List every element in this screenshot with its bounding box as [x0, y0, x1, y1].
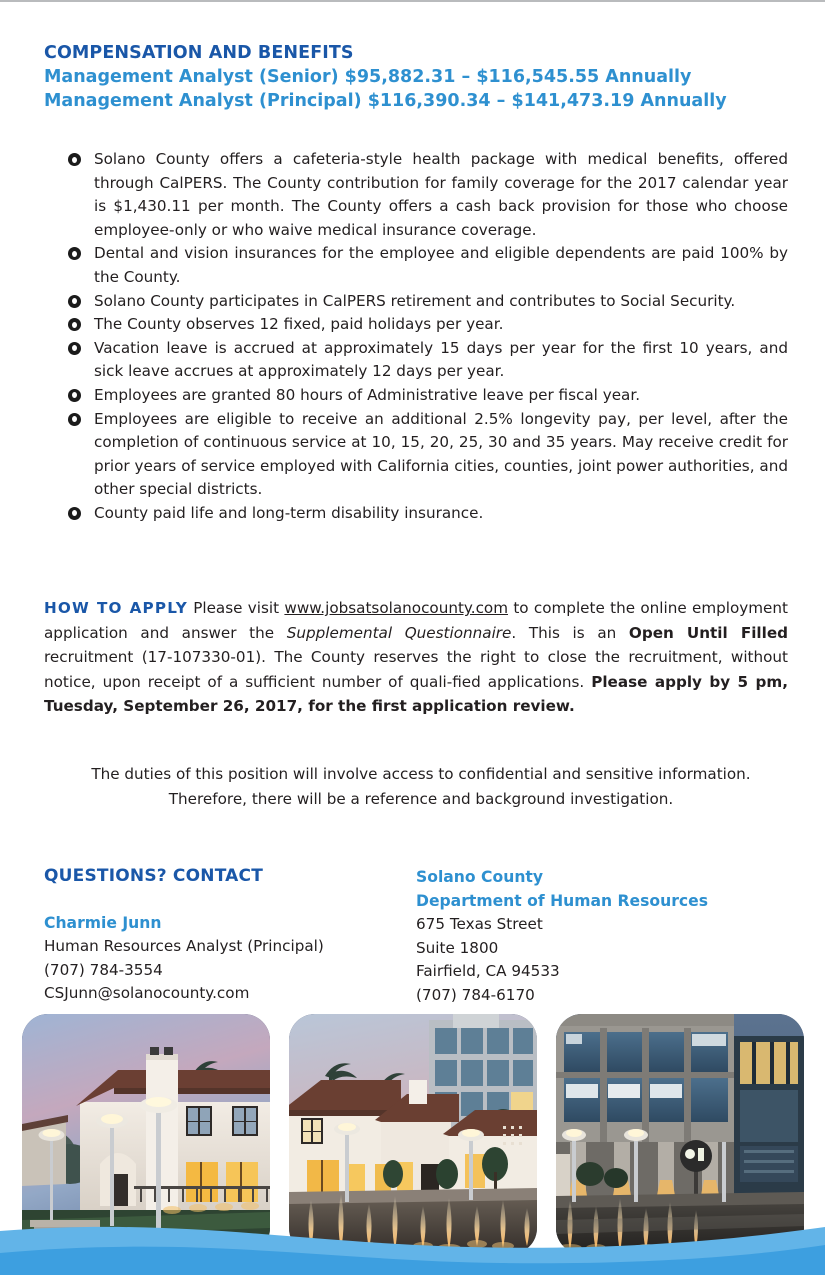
list-item: [68, 313, 788, 337]
address-suite: Suite 1800: [416, 938, 499, 957]
salary-principal: Management Analyst (Principal) $116,390.34 – $141,473.19 Annually: [44, 91, 727, 111]
list-item: [68, 502, 788, 526]
organization-name: Solano County: [416, 868, 544, 886]
list-item: [68, 408, 788, 502]
apply-text-1: Please visit: [187, 599, 285, 617]
apply-text-2: to complete the online employment application and answer the: [44, 599, 788, 642]
list-item-text: County paid life and long-term disability insurance.: [94, 503, 484, 522]
list-item: [68, 290, 788, 314]
organization-phone[interactable]: (707) 784-6170: [416, 985, 535, 1004]
organization-department: Department of Human Resources: [416, 891, 709, 910]
open-until-filled-label: Open Until Filled: [628, 623, 788, 642]
contact-person-phone[interactable]: (707) 784-3554: [44, 960, 163, 979]
supplemental-questionnaire-label: Supplemental Questionnaire: [286, 623, 512, 642]
ring-bullet-icon: [68, 153, 81, 166]
address-street: 675 Texas Street: [416, 915, 543, 933]
contact-left-column: [44, 866, 404, 1006]
contact-person-title: Human Resources Analyst (Principal): [44, 937, 324, 955]
list-item-text: Solano County offers a cafeteria-style health package with medical benefits, offered through CalPERS. The County contribution for family coverage for the 2017 calendar year is $1,430.11 per month. The County offers a cash back provision for those who choose employee-only or who waive medical insurance coverage.: [94, 150, 788, 239]
ring-bullet-icon: [68, 247, 81, 260]
contact-right-column: [416, 866, 776, 1007]
ring-bullet-icon: [68, 413, 81, 426]
bottom-wave-decoration: [0, 1213, 825, 1275]
list-item-text: Vacation leave is accrued at approximately 15 days per year for the first 10 years, and sick leave accrues at approximately 12 days per year.: [94, 338, 788, 381]
list-item: [68, 384, 788, 408]
ring-bullet-icon: [68, 507, 81, 520]
list-item: [68, 148, 788, 242]
apply-text-3: . This is an: [511, 623, 629, 642]
list-item-text: Dental and vision insurances for the employee and eligible dependents are paid 100% by the County.: [94, 244, 788, 286]
ring-bullet-icon: [68, 295, 81, 308]
duties-disclaimer: The duties of this position will involve access to confidential and sensitive information. Therefore, there will be a reference and background investigation.: [91, 765, 751, 808]
top-divider: [0, 0, 825, 2]
contact-person-name: Charmie Junn: [44, 914, 162, 932]
ring-bullet-icon: [68, 342, 81, 355]
list-item-text: Employees are granted 80 hours of Administrative leave per fiscal year.: [94, 385, 641, 404]
list-item-text: Employees are eligible to receive an additional 2.5% longevity pay, per level, after the completion of continuous service at 10, 15, 20, 25, 30 and 35 years. May receive credit for prior years of service employed with California cities, counties, joint power authorities, and other special districts.: [94, 409, 788, 499]
jobs-website-link[interactable]: www.jobsatsolanocounty.com: [284, 599, 509, 617]
contact-person-email[interactable]: CSJunn@solanocounty.com: [44, 984, 250, 1003]
list-item: [68, 337, 788, 384]
apply-deadline-text: Please apply by 5 pm, Tuesday, September 26, 2017, for the first application review.: [44, 672, 788, 716]
apply-text-4: recruitment (17-107330-01). The County reserves the right to close the recruitment, without notice, upon receipt of a sufficient number of quali-fied applications.: [44, 648, 788, 691]
list-item-text: Solano County participates in CalPERS retirement and contributes to Social Security.: [94, 291, 736, 310]
how-to-apply-paragraph: [44, 596, 788, 719]
how-to-apply-heading: HOW TO APPLY: [44, 599, 188, 617]
compensation-header: [44, 42, 784, 113]
benefits-list: [68, 148, 788, 526]
address-city-state-zip: Fairfield, CA 94533: [416, 962, 560, 981]
list-item: [68, 242, 788, 289]
salary-senior: Management Analyst (Senior) $95,882.31 – $116,545.55 Annually: [44, 67, 692, 87]
questions-contact-heading: QUESTIONS? CONTACT: [44, 866, 263, 886]
ring-bullet-icon: [68, 389, 81, 402]
ring-bullet-icon: [68, 318, 81, 331]
list-item-text: The County observes 12 fixed, paid holidays per year.: [94, 315, 504, 334]
page-title: COMPENSATION AND BENEFITS: [44, 43, 354, 63]
